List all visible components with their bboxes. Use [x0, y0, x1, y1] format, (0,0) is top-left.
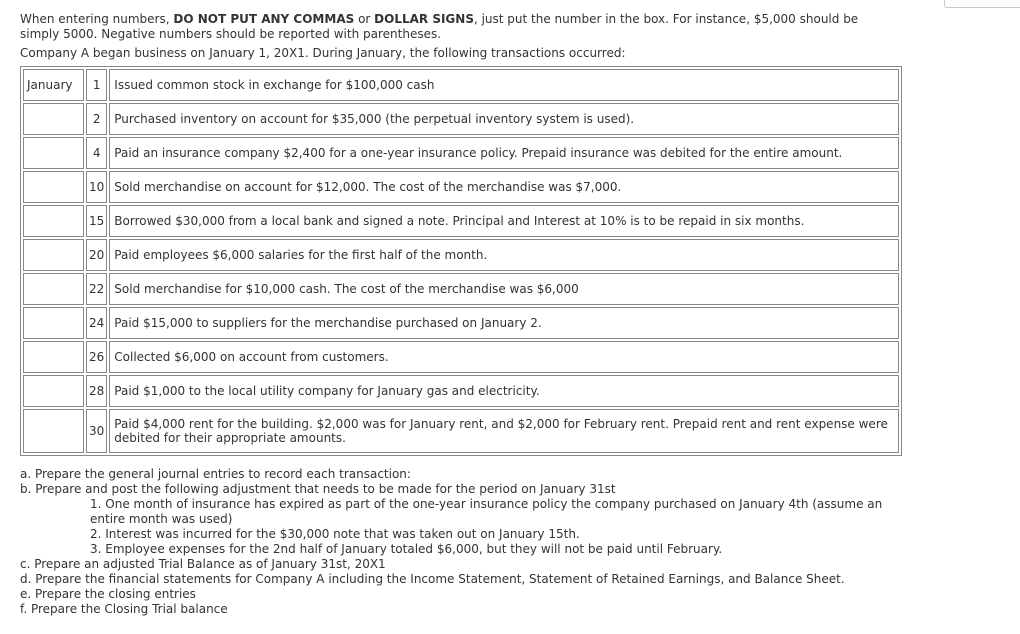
day-cell: 20 [86, 239, 107, 271]
month-cell [23, 205, 84, 237]
company-intro-line: Company A began business on January 1, 20X1. During January, the following transactions occurred: [20, 46, 626, 60]
day-cell: 26 [86, 341, 107, 373]
day-cell: 30 [86, 409, 107, 453]
instruction-f: f. Prepare the Closing Trial balance [20, 602, 228, 616]
transaction-description: Paid $4,000 rent for the building. $2,000 was for January rent, and $2,000 for February rent. Prepaid rent and rent expense were debited for their appropriate amounts. [109, 409, 899, 453]
intro-text-1: When entering numbers, [20, 12, 174, 26]
table-row [23, 69, 899, 101]
intro-text-2: or [354, 12, 375, 26]
instruction-b: b. Prepare and post the following adjustment that needs to be made for the period on January 31st [20, 482, 616, 496]
top-right-input-box[interactable] [944, 0, 1020, 8]
month-cell [23, 103, 84, 135]
table-row [23, 103, 899, 135]
instruction-b1: 1. One month of insurance has expired as part of the one-year insurance policy the company purchased on January 4th (assume an entire month was used) [90, 497, 883, 526]
transactions-table [20, 66, 902, 456]
table-row [23, 205, 899, 237]
instruction-c: c. Prepare an adjusted Trial Balance as of January 31st, 20X1 [20, 557, 386, 571]
transaction-description: Paid $15,000 to suppliers for the merchandise purchased on January 2. [109, 307, 899, 339]
month-cell [23, 375, 84, 407]
table-row [23, 341, 899, 373]
month-cell [23, 273, 84, 305]
intro-paragraph [20, 12, 900, 42]
day-cell: 24 [86, 307, 107, 339]
month-cell [23, 171, 84, 203]
month-cell [23, 239, 84, 271]
day-cell: 1 [86, 69, 107, 101]
intro-text-3: , just put the number in the box. For instance, $5,000 should be simply 5000. Negative numbers should be reported with parentheses. [20, 12, 859, 41]
table-row [23, 409, 899, 453]
transaction-description: Paid employees $6,000 salaries for the first half of the month. [109, 239, 899, 271]
instruction-b2: 2. Interest was incurred for the $30,000 note that was taken out on January 15th. [90, 527, 580, 541]
transaction-description: Borrowed $30,000 from a local bank and signed a note. Principal and Interest at 10% is to be repaid in six months. [109, 205, 899, 237]
transaction-description: Issued common stock in exchange for $100,000 cash [109, 69, 899, 101]
day-cell: 28 [86, 375, 107, 407]
month-cell [23, 307, 84, 339]
month-cell: January [23, 69, 84, 101]
table-row [23, 375, 899, 407]
instruction-d: d. Prepare the financial statements for Company A including the Income Statement, Statement of Retained Earnings, and Balance Sheet. [20, 572, 845, 586]
intro-no-commas: DO NOT PUT ANY COMMAS [173, 12, 355, 26]
table-row [23, 273, 899, 305]
month-cell [23, 341, 84, 373]
transaction-description: Paid $1,000 to the local utility company for January gas and electricity. [109, 375, 899, 407]
day-cell: 22 [86, 273, 107, 305]
transaction-description: Sold merchandise for $10,000 cash. The cost of the merchandise was $6,000 [109, 273, 899, 305]
day-cell: 4 [86, 137, 107, 169]
instruction-b3: 3. Employee expenses for the 2nd half of January totaled $6,000, but they will not be paid until February. [90, 542, 723, 556]
intro-no-dollar-signs: DOLLAR SIGNS [374, 12, 474, 26]
day-cell: 2 [86, 103, 107, 135]
assignment-instructions [20, 467, 900, 617]
transaction-description: Collected $6,000 on account from customers. [109, 341, 899, 373]
transaction-description: Sold merchandise on account for $12,000. The cost of the merchandise was $7,000. [109, 171, 899, 203]
intro-instructions [20, 12, 900, 42]
day-cell: 15 [86, 205, 107, 237]
month-cell [23, 137, 84, 169]
table-row [23, 307, 899, 339]
day-cell: 10 [86, 171, 107, 203]
transaction-description: Paid an insurance company $2,400 for a one-year insurance policy. Prepaid insurance was debited for the entire amount. [109, 137, 899, 169]
instruction-a: a. Prepare the general journal entries to record each transaction: [20, 467, 411, 481]
transaction-description: Purchased inventory on account for $35,000 (the perpetual inventory system is used). [109, 103, 899, 135]
table-row [23, 137, 899, 169]
month-cell [23, 409, 84, 453]
instruction-e: e. Prepare the closing entries [20, 587, 196, 601]
table-row [23, 239, 899, 271]
table-row [23, 171, 899, 203]
